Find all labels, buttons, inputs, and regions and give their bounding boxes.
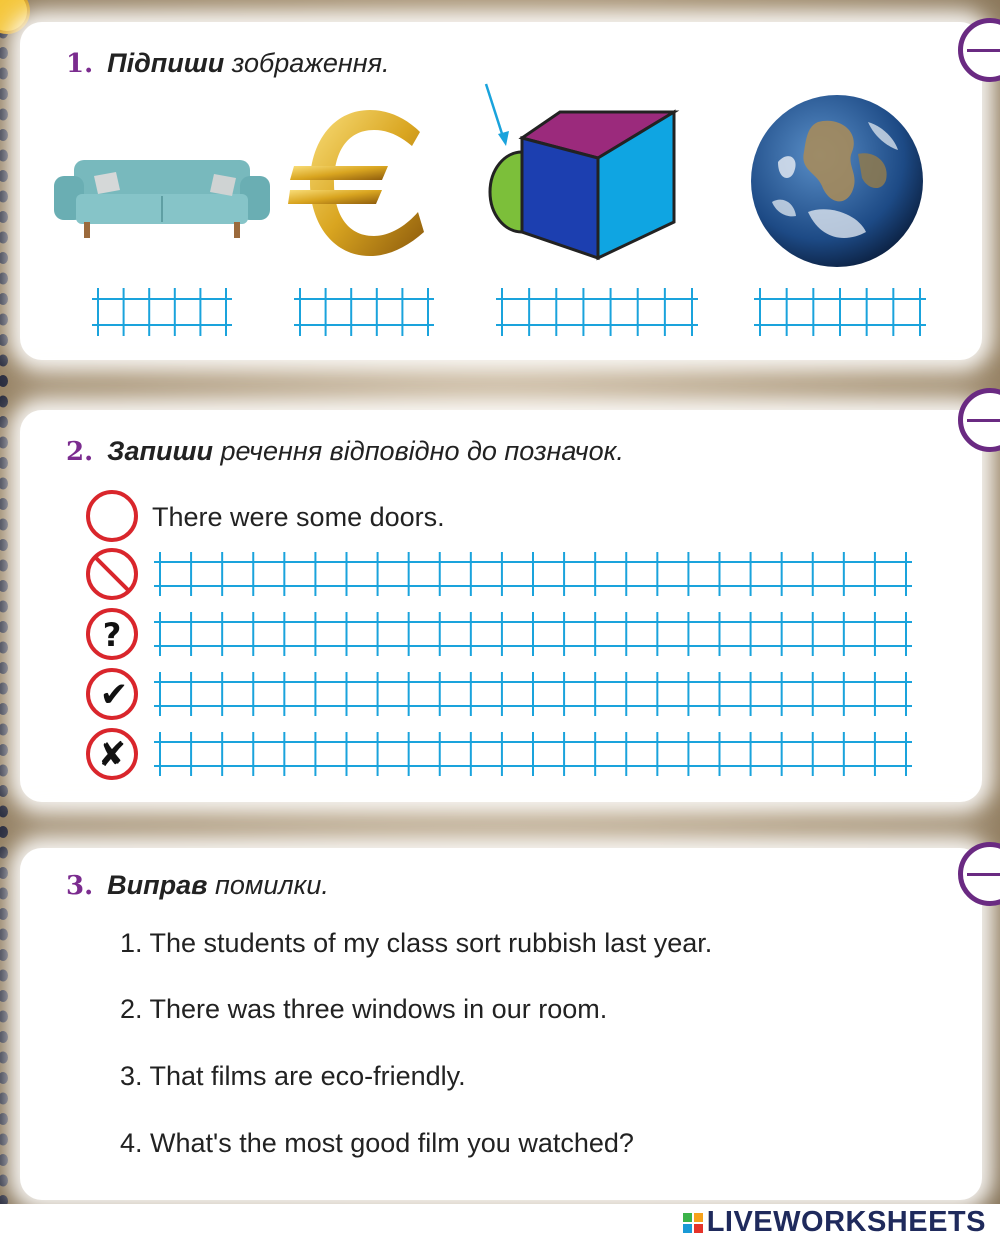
cross-icon: [84, 726, 140, 782]
answer-grid[interactable]: [154, 730, 912, 778]
earth-icon: [748, 92, 926, 270]
euro-icon: [288, 108, 434, 258]
task-1-heading: [66, 48, 390, 79]
answer-grid[interactable]: [92, 286, 232, 338]
task-verb: Підпиши: [107, 48, 225, 78]
answer-grid[interactable]: [294, 286, 434, 338]
task-verb: Запиши: [107, 436, 214, 466]
brand-name: LIVEWORKSHEETS: [706, 1206, 986, 1238]
error-sentence[interactable]: 2. There was three windows in our room.: [120, 994, 608, 1024]
question-icon: [84, 606, 140, 662]
task-1-panel: [20, 22, 982, 360]
spiral-binding: [0, 0, 14, 1204]
svg-text:?: ?: [102, 616, 122, 654]
answer-grid[interactable]: [754, 286, 926, 338]
error-sentence[interactable]: 1. The students of my class sort rubbish last year.: [120, 928, 713, 958]
check-icon: [84, 666, 140, 722]
page-tab-icon: [958, 388, 1000, 452]
error-sentence[interactable]: 4. What's the most good film you watched?: [120, 1128, 634, 1158]
negative-icon: [84, 546, 140, 602]
svg-text:✘: ✘: [97, 735, 127, 775]
brand-logo: [683, 1206, 986, 1239]
svg-text:✔: ✔: [99, 675, 129, 715]
answer-grid[interactable]: [496, 286, 698, 338]
cube-icon: [482, 82, 688, 262]
task-3-heading: [66, 870, 329, 901]
task-instruction: зображення.: [231, 48, 390, 78]
answer-grid[interactable]: [154, 670, 912, 718]
task-instruction: помилки.: [214, 870, 329, 900]
task-3-panel: [20, 848, 982, 1200]
task-2-panel: [20, 410, 982, 802]
answer-grid[interactable]: [154, 610, 912, 658]
sofa-icon: [54, 154, 270, 240]
page-tab-icon: [958, 18, 1000, 82]
answer-grid[interactable]: [154, 550, 912, 598]
task-2-heading: [66, 436, 624, 467]
example-sentence: There were some doors.: [152, 502, 445, 532]
liveworksheets-icon: [683, 1213, 703, 1233]
footer: [0, 1204, 1000, 1244]
error-sentence[interactable]: 3. That films are eco-friendly.: [120, 1061, 466, 1091]
task-number: 3.: [66, 871, 94, 901]
circle-icon: [84, 488, 140, 544]
task-instruction: речення відповідно до позначок.: [220, 436, 624, 466]
task-number: 1.: [66, 49, 94, 79]
task-number: 2.: [66, 437, 94, 467]
page-tab-icon: [958, 842, 1000, 906]
task-verb: Виправ: [107, 870, 208, 900]
